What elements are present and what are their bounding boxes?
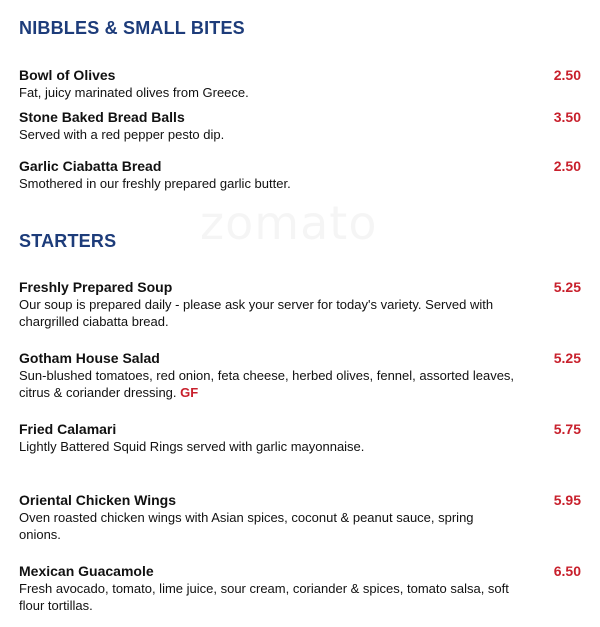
item-description: Fat, juicy marinated olives from Greece. [19, 85, 249, 100]
section-title-starters: STARTERS [19, 231, 117, 251]
gluten-free-badge: GF [180, 385, 199, 400]
watermark-logo [200, 196, 377, 250]
item-description-text: Sun-blushed tomatoes, red onion, feta cheese, herbed olives, fennel, assorted leaves, citrus & coriander dressing. [19, 368, 515, 400]
menu-item-oriental-chicken-wings [19, 492, 581, 543]
menu-item-bowl-of-olives [19, 67, 581, 101]
item-price: 5.75 [553, 421, 581, 437]
item-name: Bowl of Olives [19, 67, 116, 83]
item-price: 5.25 [553, 350, 581, 366]
item-description [19, 367, 519, 401]
section-title-nibbles: NIBBLES & SMALL BITES [19, 18, 245, 38]
item-price: 2.50 [553, 67, 581, 83]
item-description: Our soup is prepared daily - please ask your server for today's variety. Served with chargrilled ciabatta bread. [19, 297, 494, 329]
item-price: 2.50 [553, 158, 581, 174]
item-name: Fried Calamari [19, 421, 117, 437]
item-name: Garlic Ciabatta Bread [19, 158, 162, 174]
item-description: Oven roasted chicken wings with Asian spices, coconut & peanut sauce, spring onions. [19, 510, 474, 542]
item-price: 3.50 [553, 109, 581, 125]
item-description: Fresh avocado, tomato, lime juice, sour cream, coriander & spices, tomato salsa, soft flour tortillas. [19, 581, 509, 613]
item-description: Lightly Battered Squid Rings served with garlic mayonnaise. [19, 439, 365, 454]
menu-item-fried-calamari [19, 421, 581, 455]
item-price: 5.95 [553, 492, 581, 508]
item-description: Smothered in our freshly prepared garlic butter. [19, 176, 291, 191]
item-name: Freshly Prepared Soup [19, 279, 173, 295]
menu-item-stone-baked-bread-balls [19, 109, 581, 143]
item-name: Stone Baked Bread Balls [19, 109, 185, 125]
menu-item-gotham-house-salad [19, 350, 581, 401]
item-price: 6.50 [553, 563, 581, 579]
menu-item-mexican-guacamole [19, 563, 581, 614]
menu-item-freshly-prepared-soup [19, 279, 581, 330]
item-description: Served with a red pepper pesto dip. [19, 127, 225, 142]
item-name: Oriental Chicken Wings [19, 492, 177, 508]
item-name: Mexican Guacamole [19, 563, 154, 579]
item-name: Gotham House Salad [19, 350, 160, 366]
menu-item-garlic-ciabatta-bread [19, 158, 581, 192]
item-price: 5.25 [553, 279, 581, 295]
